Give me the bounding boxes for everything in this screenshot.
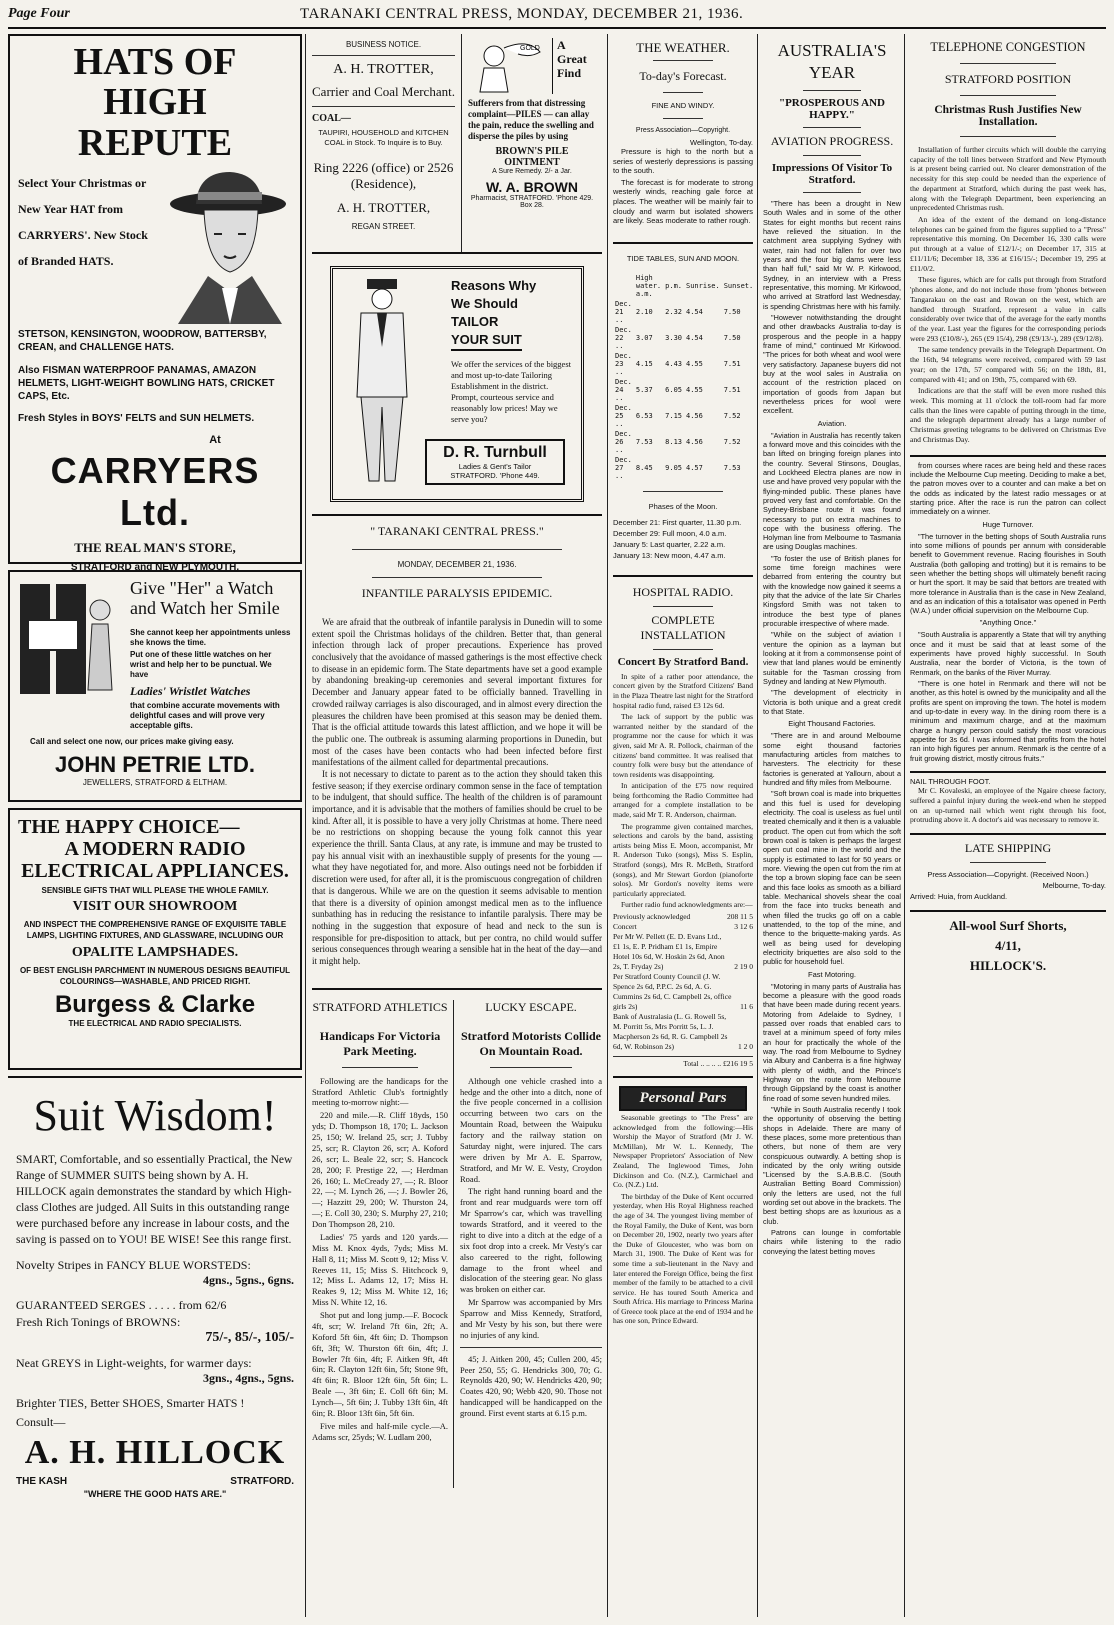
ad-firm-name: D. R. Turnbull <box>443 444 547 461</box>
tide-cell: 2.32 <box>665 307 682 316</box>
ad-headline: REPUTE <box>77 122 233 164</box>
column-telephone <box>910 34 1106 1617</box>
ad-text: GUARANTEED SERGES . . . . . from 62/6 <box>16 1298 227 1312</box>
ad-text: "WHERE THE GOOD HATS ARE." <box>83 1489 227 1499</box>
ad-text: that combine accurate movements with delightful cases and will prove very acceptable gifts. <box>130 701 280 730</box>
tide-row <box>613 299 755 325</box>
article-paragraph: Further radio fund acknowledgments are:— <box>621 900 753 910</box>
article-paragraph: The same tendency prevails in the Telegraph Department. On the 16th, 94 telegrams were received, compared with 59 last year; on the 17th, 57 compared with 56; on the 18th, 81, compared with 41; and on 19th, 75, compared with 69. <box>910 345 1106 384</box>
tide-cell: 9.05 <box>665 463 682 472</box>
fund-total: Total .. .. .. .. £216 19 5 <box>613 1056 753 1068</box>
ad-carryers-hats <box>8 34 302 573</box>
tide-heading: TIDE TABLES, SUN AND MOON. <box>626 253 740 263</box>
weather-heading: THE WEATHER. <box>636 40 730 55</box>
header-rule <box>8 27 1106 29</box>
article-paragraph: Indications are that the staff will be even more rushed this week. This morning at 11 o'clock the toll-room had far more calls than the lines were capable of putting through in the time, and the telegraph department already has a large number of Christmas greeting telegrams to be delivered on Christmas Eve and Christmas Day. <box>910 386 1106 444</box>
article-paragraph: The programme given contained marches, selections and carols by the band, assisting artists being Miss E. Moon, accompanist, Mr R. Anderson Tuko (songs), Miss S. Esplin, Stratford (songs), Mrs R. McBeth, Stratford (songs), and Mr Stewart Gordon (pianoforte solos). Mr Gordon's novelty items were particularly appreciated. <box>613 821 753 898</box>
man-in-hat-illustration <box>158 164 288 324</box>
fund-entry-label: Per Mr W. Pellett (E. D. Evans Ltd., £1 1s, E. P. Pridham £1 1s, Empire Hotel 10s 6d, W. Hoskin 2s 6d, Anon 2s, T. Fryday 2s) <box>613 932 725 971</box>
article-paragraph: "Aviation in Australia has recently taken a forward move and this coincides with the ban lifted on bringing foreign planes into the country. Several Stinsons, Douglas, and Lockheed Electra planes are now in use and have proved very popular with the flying-minded public. These planes have proved very fast and comfortable. On the Sydney-Brisbane route it was found necessary to put on extra machines to cope with the business offering. The Holyman line from Melbourne to Tasmania are using Douglas machines. <box>763 430 901 552</box>
section-heading: Fast Motoring. <box>808 969 856 979</box>
editorial-title: INFANTILE PARALYSIS EPIDEMIC. <box>361 586 553 600</box>
tide-cell: Dec. 23 .. <box>615 351 632 376</box>
article-subheadline: STRATFORD POSITION <box>944 72 1072 86</box>
fund-entry-label: Bank of Australasia (L. G. Rowell 5s, M. Porritt 5s, Mrs Porritt 5s, L. J. Macpherson 2s 6d, R. G. Campbell 2s 6d, W. Robinson 2s) <box>613 1012 728 1051</box>
ad-text: STRATFORD and NEW PLYMOUTH. <box>70 562 240 573</box>
article-paragraph: Five miles and half-mile cycle.—A. Adams scr, 25yds; W. Ludlam 200, <box>312 1420 448 1442</box>
article-paragraph: Shot put and long jump.—F. Bocock 4ft, scr; W. Ireland 7ft 6in, 2ft; A. Koford 5ft 6in, 4ft 6in; D. Thompson 6ft, 3ft; W. Thurston 6ft 6in, 4ft; J. Bowler 7ft 6in, 4ft; F. Aitken 9ft, 4ft 6in; R. Clayton 12ft 6in, 5ft; Stone 9ft, 4ft 6in; R. Bloor 12ft 6in, 5ft 6in; L. Beale —, 3ft 6in; E. Coll 6ft 6in; M. Lynch—, 5ft 6in; J. Tubby 13ft 6in, 4ft 6in; R. Bloor 13ft 6in, 5ft 6in. <box>312 1310 448 1418</box>
tide-row <box>613 351 755 377</box>
column-australia <box>763 34 901 1617</box>
fund-entry <box>613 912 753 922</box>
tide-cell: Dec. 24 .. <box>615 377 632 402</box>
tide-cell: 3.07 <box>635 333 653 342</box>
ad-text: A Sure Remedy. 2/- a Jar. <box>492 168 572 175</box>
forecast-summary: FINE AND WINDY. <box>651 101 715 110</box>
ad-text: 4gns., 5gns., 6gns. <box>202 1273 294 1287</box>
article-paragraph: Following are the handicaps for the Stratford Athletic Club's fortnightly meeting to-morrow night:— <box>312 1075 448 1108</box>
article-paragraph: Ladies' 75 yards and 120 yards.—Miss M. Knox 4yds, 7yds; Miss M. Hall 8, 11; Miss M. Scott 9, 12; Miss V. Reeves 11, 15; Miss S. Hitchcock 9, 12; Miss L. Adams 12, 17; Miss H. Reakes 9, 12; Miss M. White 12, 16; Miss N. White 12, 16. <box>312 1231 448 1308</box>
article-subheadline: COMPLETE INSTALLATION <box>640 612 726 642</box>
tide-cell: 4.55 <box>686 359 703 368</box>
tide-cell: 7.52 <box>723 411 741 420</box>
tide-cell: Dec. 22 .. <box>615 325 632 350</box>
article-headline: AUSTRALIA'S YEAR <box>777 41 887 82</box>
ad-headline: ELECTRICAL APPLIANCES. <box>21 860 289 882</box>
fund-entry-label: Per Stratford County Council (J. W. Spence 2s 6d, P.P.C. 2s 6d, A. G. Cummins 2s 6d, C. Campbell 2s, office girls 2s) <box>613 972 732 1011</box>
article-headline: HOSPITAL RADIO. <box>632 584 734 599</box>
article-paragraph: The right hand running board and the front and rear mudguards were torn off Mr Sparrow's car, which was travelling towards Stratford, and it veered to the right to dive into a ditch at the edge of a six foot drop into a creek. Mr Vesty's car also careered to the right, following damage to the front wheel and dislocation of the steering gear. No glass was broken on either car. <box>460 1186 602 1295</box>
tide-column-header: Sunset. <box>723 281 754 290</box>
fund-list <box>613 912 753 1052</box>
tide-cell: 7.52 <box>723 437 741 446</box>
column-weather-radio <box>613 34 753 1617</box>
article-subheadline: Handicaps For Victoria Park Meeting. <box>319 1028 441 1058</box>
editorial-article <box>312 514 602 968</box>
page-header <box>0 0 1114 30</box>
tide-cell: 4.15 <box>635 359 653 368</box>
tide-row <box>613 377 755 403</box>
article-paragraph: Mr C. Kovaleski, an employee of the Ngaire cheese factory, suffered a painful injury during the week-end when he stepped on an up-turned nail which went right through his foot, protruding above it. A doctor's aid was necessary to remove it. <box>910 786 1106 825</box>
tide-row <box>613 325 755 351</box>
ad-text: Ladies' Wristlet Watches <box>130 684 251 698</box>
ad-text: Ring 2226 (office) or 2526 (Residence), <box>313 160 454 191</box>
article-lucky-escape <box>454 1000 602 1488</box>
ad-text: A. H. TROTTER, <box>333 62 434 77</box>
ad-text: Pharmacist, STRATFORD. 'Phone 429. Box 28. <box>470 195 594 209</box>
ad-text: AND INSPECT THE COMPREHENSIVE RANGE OF EXQUISITE TABLE LAMPS, LIGHTING FIXTURES, AND GLASSWARE, INCLUDING OUR <box>23 920 287 940</box>
ad-trotter <box>312 34 462 252</box>
tide-cell: 4.57 <box>686 463 703 472</box>
tide-cell: 6.05 <box>665 385 682 394</box>
article-paragraph: "However notwithstanding the drought and other drawbacks Australia to-day is prosperous and the people in a happy frame of mind," continued Mr Kirkwood. "The prices for both wheat and wool were very satisfactory. Japanese buyers did not buy at the wool sales in Australia on account of the restriction placed on importation of goods from Japan but nevertheless prices for wool were excellent. <box>763 312 901 416</box>
tide-column-header: High water. a.m. <box>635 273 662 298</box>
fund-entry-label: Previously acknowledged <box>613 912 691 921</box>
section-heading: Eight Thousand Factories. <box>788 719 876 729</box>
tide-cell: 4.54 <box>686 333 703 342</box>
article-paragraph: "The turnover in the betting shops of South Australia runs into some millions of pounds per annum with considerable benefit to Government revenue. Racing flourishes in South Australia (both galloping and trotting) but it is remains to be seen whether the betting shops will ultimately benefit racing or hurt the sport. It may be said that bettors are treated with more tolerance in Australia than is the case in New Zealand, and as an indication of this a totalisator was opened in Perth (W.A.) under official supervision on the Melbourne Cup. <box>910 531 1106 616</box>
tide-cell: 7.50 <box>723 333 741 342</box>
fund-entry <box>613 922 753 932</box>
dateline: Press Association—Copyright. <box>635 127 731 134</box>
tide-row <box>613 455 755 481</box>
ad-text: BROWN'S PILE OINTMENT <box>495 146 569 168</box>
ad-text: New Year HAT from <box>18 202 123 216</box>
ad-text: STETSON, KENSINGTON, WOODROW, BATTERSBY, CREAN, and CHALLENGE HATS. <box>18 329 267 353</box>
masthead: TARANAKI CENTRAL PRESS, MONDAY, DECEMBER 21, 1936. <box>300 6 744 22</box>
ad-text: SENSIBLE GIFTS THAT WILL PLEASE THE WHOLE FAMILY. <box>41 886 269 895</box>
ad-brown-piles <box>462 34 602 252</box>
article-paragraph: "Soft brown coal is made into briquettes and this fuel is used for developing electricity. The coal is useless as fuel until treated chemically and it then is a valuable product. The open cut from which the soft brown coal is taken is perhaps the largest open cut coal mine in the world and the supply is estimated to last for 50 years or more. Viewing the open cut from the rim at the top a brown sloping face can be seen and this face looks as smooth as a billiard table. Mechanical shovels shear the coal from the face into trucks beneath and when filled the trucks go off on a cable unattended, to the top of the mine, and thence to the briquette-making yards. As well as being used for developing electricity briquettes are also sold to the public for household fuel. <box>763 789 901 967</box>
ad-label: GOLD <box>520 45 540 52</box>
prospector-illustration <box>468 38 548 94</box>
ad-text: She cannot keep her appointments unless she knows the time. <box>130 628 291 647</box>
tide-cell: 7.53 <box>723 463 741 472</box>
ad-text: A. H. TROTTER, <box>336 200 431 215</box>
ad-text: COAL— <box>312 113 351 124</box>
article-paragraph: The lack of support by the public was warranted neither by the standard of the programme nor the cause for which it was given, said Mr A. R. Pollock, chairman of the citizens' band committee. It was realised that country folk were busy but the attendance of town residents was disappointing. <box>613 712 753 779</box>
tide-cell: Dec. 26 .. <box>615 429 632 454</box>
article-paragraph: Installation of further circuits which will double the carrying capacity of the toll lines between Stratford and New Plymouth is at present being carried out. No clearer demonstration of the necessity for this step could be needed than the experience of the department at Stratford, which during the past week has, along with the Telegraph Department, been experiencing an unprecedented Christmas rush. <box>910 145 1106 213</box>
fund-entry-amount: 11 6 <box>740 1002 753 1011</box>
article-paragraph: Patrons can lounge in comfortable chairs while listening to the radio conveying the latest betting moves <box>763 1228 901 1256</box>
ad-text: JEWELLERS, STRATFORD & ELTHAM. <box>82 778 228 787</box>
ad-text: THE ELECTRICAL AND RADIO SPECIALISTS. <box>68 1019 242 1028</box>
article-paragraph: "The development of electricity in Victoria is both unique and a great credit to that State. <box>763 688 901 717</box>
ad-text: OPALITE LAMPSHADES. <box>71 945 239 960</box>
fund-entry-amount: 208 11 5 <box>727 912 753 921</box>
column-rule <box>607 34 608 1617</box>
column-rule <box>904 34 905 1617</box>
article-subheadline: Christmas Rush Justifies New Installation. <box>934 104 1082 128</box>
article-paragraph: "Motoring in many parts of Australia has become a pleasure with the good roads that have been made during recent years. Motoring from Adelaide to Sydney, I passed over roads that enabled cars to travel at a minimum speed of forty miles an hour for practically the whole of the way. The road from Melbourne to Sydney via Albury and Canberra is a fine highway with plenty of width, and the Prince's Highway on the route from Melbourne through Gippsland by the coast is another fine road of some seven hundred miles. <box>763 981 901 1103</box>
ad-text: OF BEST ENGLISH PARCHMENT IN NUMEROUS DESIGNS BEAUTIFUL COLOURINGS—WASHABLE, AND PRICED RIGHT. <box>19 966 291 986</box>
newspaper-name: " TARANAKI CENTRAL PRESS." <box>370 524 544 538</box>
ad-john-petrie <box>8 570 302 802</box>
weather-paragraph: Pressure is high to the north but a series of westerly depressions is passing to the south. <box>613 147 753 176</box>
ad-headline: Give "Her" a Watch <box>130 578 274 598</box>
tide-column-header: p.m. <box>665 281 682 290</box>
article-paragraph: from courses where races are being held and these races include the Melbourne Cup meeting. Deciding to make a bet, the patron moves over to a counter and can make a bet on the odds as indicated by the latest radio messages or at starting price. After the race is run the patron can collect immediately on a winner. <box>910 460 1106 517</box>
ad-text: Put one of these little watches on her wrist and help her to be punctual. We have <box>130 650 272 679</box>
article-paragraph: Although one vehicle crashed into a hedge and the other into a ditch, none of the five people concerned in a collision occurring between two cars on the Mountain Road, between the Waipuku factory and the railway station on Saturday night, were injured. The cars were driven by Mr A. E. Sparrow, Stratford, and Mr W. E. Vesty, Croydon Road. <box>460 1075 602 1184</box>
ad-headline: A MODERN RADIO <box>64 838 246 860</box>
page-number: Page Four <box>8 6 70 21</box>
tide-cell: 5.37 <box>635 385 653 394</box>
ad-text: Consult— <box>16 1415 66 1429</box>
article-paragraph: In spite of a rather poor attendance, the concert given by the Stratford Citizens' Band in the Plaza Theatre last night for the Stratford hospital radio fund, raised £3 12s 6d. <box>613 671 753 710</box>
article-paragraph: Mr Sparrow was accompanied by Mrs Sparrow and Miss Kennedy, Stratford, and Mr Vesty by his son, but there were no injuries of any kind. <box>460 1297 602 1340</box>
column-advertisements <box>8 34 302 1617</box>
ad-text: VISIT OUR SHOWROOM <box>72 899 238 914</box>
article-athletics <box>312 1000 454 1488</box>
tide-cell: 7.53 <box>635 437 653 446</box>
article-subheadline: AVIATION PROGRESS. <box>770 134 894 148</box>
dateline: Wellington, To-day. <box>690 138 753 147</box>
tide-cell: 4.56 <box>686 411 703 420</box>
ad-turnbull-tailor <box>330 266 584 502</box>
article-headline: NAIL THROUGH FOOT. <box>910 777 991 787</box>
personal-pars <box>613 1076 753 1326</box>
ad-headline: TAILOR <box>451 314 499 329</box>
ad-text: TAUPIRI, HOUSEHOLD and KITCHEN COAL in Stock. To Inquire is to Buy. <box>318 128 449 147</box>
weather-paragraph: The forecast is for moderate to strong westerly winds, reaching gale force at places. The weather will be mainly fair to cloudy and warm but isolated showers are likely. Seas moderate to rather rough. <box>613 177 753 226</box>
tide-cell: 7.51 <box>723 359 741 368</box>
ad-headline: Suit Wisdom! <box>33 1091 277 1140</box>
tide-cell: 4.43 <box>665 359 682 368</box>
ad-headline: YOUR SUIT <box>451 331 522 351</box>
ad-text: Call and select one now, our prices make giving easy. <box>30 737 234 746</box>
fund-entry <box>613 1012 753 1052</box>
article-headline: TELEPHONE CONGESTION <box>930 40 1086 54</box>
ad-text: We offer the services of the biggest and most up-to-date Tailoring Establishment in the district. Prompt, courteous service and reasonably low prices! May we serve you? <box>451 359 572 424</box>
ad-text: STRATFORD. <box>230 1476 294 1487</box>
fund-entry-amount: 3 12 6 <box>734 922 753 931</box>
article-paragraph: "To foster the use of British planes for some time foreign machines were debarred from entering the country but with the knowledge now gained it seems a pity that the advice of the late Sir Charles Kingsford Smith was not taken to introduce the best type of planes procurable irrespective of where made. <box>763 553 901 629</box>
shipping-line: Melbourne, To-day. <box>1042 880 1106 890</box>
article-paragraph: "While on the subject of aviation I venture the opinion as a layman but looking at it from a commonsense point of view that land planes would be eminently suitable for the Tasman crossing from Sydney and landing at New Plymouth. <box>763 630 901 687</box>
ad-firm-name: Burgess & Clarke <box>54 991 256 1018</box>
ad-text: Neat GREYS in Light-weights, for warmer days: <box>16 1356 252 1370</box>
ad-headline: and Watch her Smile <box>130 598 280 618</box>
watch-illustration <box>16 580 116 710</box>
tide-cell: 7.50 <box>723 307 741 316</box>
tide-cell: Dec. 21 .. <box>615 299 632 324</box>
ad-text: Carrier and Coal Merchant. <box>312 84 455 99</box>
ad-text: At <box>209 434 221 446</box>
ad-text: 75/-, 85/-, 105/- <box>205 1330 294 1345</box>
tailored-man-illustration <box>347 277 417 487</box>
ad-headline: HATS OF HIGH <box>73 41 237 123</box>
tide-cell: Dec. 27 .. <box>615 455 632 480</box>
ad-text: Sufferers from that distressing complaint—PILES — can allay the pain, reduce the swelling and disperse the piles by using <box>468 98 594 141</box>
tide-cell: 8.13 <box>665 437 682 446</box>
weather-subheading: To-day's Forecast. <box>639 69 727 83</box>
ad-text: of Branded HATS. <box>18 254 114 268</box>
editorial-paragraph: We are afraid that the outbreak of infantile paralysis in Dunedin will to some extent spoil the Christmas holidays of the children. Better that, than general infection through lack of proper precautions. Experience has proved conclusively that the avoidance of massed gatherings is the most effective check to disease in an epidemic form. The State departments have set a good example by abandoning breaking-up ceremonies and several important fixtures for December and January appear fated to be officially banned. Travelling in crowded railway carriages is also discouraged, and in almost every direction the pleasures the children have been promised at this season may be denied them. That is the official attitude towards this latest affliction, and we hope it will be the public one. The outbreak is assuming alarming proportions in Dunedin, but most of the cases have been contacts who had been infected before first manifestations of the ailment called for departmental precautions. <box>312 617 602 768</box>
ad-headline: A Great Find <box>552 38 596 94</box>
article-subheadline: Impressions Of Visitor To Stratford. <box>771 162 893 186</box>
article-paragraph: The birthday of the Duke of Kent occurred yesterday, when His Royal Highness reached the age of 34. The youngest living member of the Royal Family, the Duke of Kent, was born on December 20, 1902, nearly two years after the Duke of Gloucester, who was born on March 31, 1900. The Duke of Kent was for some time a sub-lieutenant in the Navy and later entered the Foreign Office, being the first member of the family to be attached to a civil service. He has toured South America and South Africa. His marriage to Princess Marina of Greece took place at the end of 1934 and he has one son, Prince Edward. <box>613 1191 753 1326</box>
tide-cell: 4.55 <box>686 385 703 394</box>
article-paragraph: "South Australia is apparently a State that will try anything once and it must be said that at least some of the experiments have proved highly successful. In South Australia, near the border of Victoria, is the town of Renmark, on the banks of the River Murray. <box>910 630 1106 677</box>
fund-entry-label: Concert <box>613 922 637 931</box>
tide-row <box>613 429 755 455</box>
article-paragraph: Seasonable greetings to "The Press" are acknowledged from the following:—His Worship the Mayor of Stratford (Mr J. W. McMillan), Mr W. L. Kennedy, The Newspaper Proprietors' Association of New Zealand, The Inglewood Times, John Dickinson and Co. (N.Z.), Carmichael and Co. (N.Z.) Ltd. <box>613 1113 753 1190</box>
article-headline: STRATFORD ATHLETICS <box>312 999 448 1014</box>
ad-text: SMART, Comfortable, and so essentially Practical, the New Range of SUMMER SUITS being shown by A. H. HILLOCK again demonstrates the standard by which High-class Clothes are judged. All Suits in this outstanding range were purchased before any increase in labour costs, and the saving is passed on to YOU! BE WISE! See this range first. <box>16 1154 293 1246</box>
article-subheadline: "PROSPEROUS AND HAPPY." <box>778 97 886 121</box>
column-rule <box>305 34 306 1617</box>
article-paragraph: In anticipation of the £75 now required being forthcoming the Radio Committee had arranged for a complete installation to be made, said Mr T. R. Anderson, chairman. <box>613 781 753 820</box>
article-paragraph: An idea of the extent of the demand on long-distance telephones can be gained from the figures supplied to a "Press" representative this morning. On December 16, 330 calls were put through at a value of £12/1/-; on December 17, 315 at £11/11/6; December 18, 336 at £16/15/-; December 19, 295 at £11/0/2. <box>910 215 1106 273</box>
article-paragraph: "There is one hotel in Renmark and there will not be another, as this hotel is owned by the municipality and all the profits are spent on improving the town. The hotel is modern and up-to-date in every way. In the dining room there is a minimum and maximum charge, and at the maximum charge a hungry person could satisfy the most voracious appetite for 3s 6d. I was informed that profits from the hotel ran into high figures per annum. Renmark is the centre of a fruit growing district, mostly citrous fruits." <box>910 679 1106 763</box>
ad-firm-name: CARRYERS Ltd. <box>50 450 260 533</box>
ad-hillock-suits <box>8 1076 302 1608</box>
section-heading: "Anything Once." <box>979 618 1037 628</box>
tide-cell: 2.10 <box>635 307 653 316</box>
ad-text: Fresh Styles in BOYS' FELTS and SUN HELMETS. <box>18 413 255 424</box>
ad-firm-name: W. A. BROWN <box>485 179 579 195</box>
ad-text: 4/11, <box>995 937 1021 953</box>
ad-text: HILLOCK'S. <box>969 957 1047 973</box>
ad-firm-name: A. H. HILLOCK <box>24 1434 286 1471</box>
article-hospital-radio <box>613 575 753 1068</box>
moon-phase: January 5: Last quarter, 2.22 a.m. <box>613 539 726 549</box>
tide-cell: 7.15 <box>665 411 682 420</box>
tide-cell: 8.45 <box>635 463 653 472</box>
tide-cell: 4.54 <box>686 307 703 316</box>
fund-entry-amount: 1 2 0 <box>738 1042 753 1051</box>
tide-column-header: Sunrise. <box>686 281 720 290</box>
tide-column-header <box>613 273 634 299</box>
article-headline: LUCKY ESCAPE. <box>485 999 577 1014</box>
shipping-line: Press Association—Copyright. (Received Noon.) <box>927 869 1089 879</box>
ad-text: Also FISMAN WATERPROOF PANAMAS, AMAZON HELMETS, LIGHT-WEIGHT BOWLING HATS, CRICKET CAPS, Etc. <box>18 365 275 402</box>
ad-text: Ladies & Gent's Tailor <box>458 462 532 471</box>
article-subheadline: Concert By Stratford Band. <box>617 655 749 668</box>
article-paragraph: "There are in and around Melbourne some eight thousand factories manufacturing articles from matches to harvesters. The electricity for these factories is generated at Yallourn, about a hundred and fifty miles from Melbourne. <box>763 731 901 788</box>
ad-text: CARRYERS'. New Stock <box>18 228 148 242</box>
section-heading: Aviation. <box>817 418 847 428</box>
fund-entry <box>613 972 753 1012</box>
ad-headline: Reasons Why <box>451 278 537 293</box>
column-editorial <box>312 34 602 1617</box>
tide-cell: 7.51 <box>723 385 741 394</box>
ad-headline: THE HAPPY CHOICE— <box>18 816 240 838</box>
article-paragraph: 45; J. Aitken 200, 45; Cullen 200, 45; Peer 250, 55; G. Hendricks 300, 70; G. Reynolds 420, 90; W. Hendricks 420, 90; Coates 420, 90; Webb 420, 90. Those not handicapped will be handicapped on the ground. First event starts at 6.15 p.m. <box>460 1353 602 1418</box>
ad-text: REGAN STREET. <box>351 222 416 231</box>
tide-tables <box>613 242 753 561</box>
column-rule <box>757 34 758 1617</box>
ad-text: All-wool Surf Shorts, <box>949 917 1067 933</box>
moon-phase: December 21: First quarter, 11.30 p.m. <box>613 517 742 527</box>
article-paragraph: These figures, which are for calls put through from Stratford 'phones alone, and do not include those from 'phones between Tangarakau on the east and Rowan on the west, which are handled through Stratford, represent a value in calls considerably over twice that of the average for the early months of the year. Last year the figures for the corresponding periods were 293 (£10/8/-), 265 (£9 15/4), 298 (£9/13/-), 289 (£9/12/8). <box>910 275 1106 343</box>
ad-text: 3gns., 4gns., 5gns. <box>202 1371 294 1385</box>
fund-entry <box>613 932 753 972</box>
moon-phase: January 13: New moon, 4.47 a.m. <box>613 550 726 560</box>
ad-text: THE REAL MAN'S STORE, <box>74 540 236 555</box>
article-paragraph: "While in South Australia recently I took the opportunity of observing the betting shops in Adelaide. There are many of these places, some more pretentious than others, but none of them are very conspicuous outwardly. A betting shop is indicated by the only writing outside "Licensed by the S.A.B.B.C. (South Australian Betting Board Commission) only the letters are used, not the full wording set out above in the brackets. The best betting shops are as luxurious as a club. <box>763 1104 901 1226</box>
personal-pars-banner: Personal Pars <box>619 1086 747 1111</box>
tide-row <box>613 403 755 429</box>
ad-burgess-clarke <box>8 808 302 1070</box>
ad-text: STRATFORD. 'Phone 449. <box>450 471 540 480</box>
fund-entry-amount: 2 19 0 <box>734 962 753 971</box>
ad-text: Brighter TIES, Better SHOES, Smarter HATS ! <box>16 1396 245 1410</box>
ad-firm-name: JOHN PETRIE LTD. <box>54 752 256 777</box>
article-headline: LATE SHIPPING <box>964 840 1052 855</box>
editorial-date: MONDAY, DECEMBER 21, 1936. <box>397 560 517 569</box>
moon-heading: Phases of the Moon. <box>648 501 718 511</box>
ad-text: Select Your Christmas or <box>18 176 147 190</box>
tide-cell: 4.56 <box>686 437 703 446</box>
ad-text: BUSINESS NOTICE. <box>345 40 422 49</box>
tide-cell: 3.30 <box>665 333 682 342</box>
ad-text: THE KASH <box>16 1476 68 1487</box>
ad-headline: We Should <box>451 296 518 311</box>
article-subheadline: Stratford Motorists Collide On Mountain Road. <box>461 1028 601 1058</box>
ad-text: Novelty Stripes in FANCY BLUE WORSTEDS: <box>16 1258 251 1272</box>
section-heading: Huge Turnover. <box>982 519 1034 529</box>
ad-text: Fresh Rich Tonings of BROWNS: <box>16 1315 181 1329</box>
article-paragraph: 220 and mile.—R. Cliff 18yds, 150 yds; D. Thompson 18, 170; L. Jackson 25, 150; W. Ireland 25, scr; J. Tubby 25, scr; R. Clayton 26, scr; A. Koford 26, scr; L. Beale 22, scr; S. Hancock 28, 200; F. Prestige 22, —; Herdman 26, 160; L. McCready 27, —; R. Bloor 22, —; M. Lynch 26, —; J. Bowler 26, —; Hazzitt 29, 200; W. Thurston 24, —; E. Coll 30, 230; S. Murphy 27, 210; Don Thompson 28, 210. <box>312 1110 448 1229</box>
shipping-line: Arrived: Huia, from Auckland. <box>910 891 1008 901</box>
editorial-paragraph: It is not necessary to dictate to parent as to the action they should taken this festive season; if they exercise ordinary common sense in the face of temptation to be indulgent, that should suffice. The health of the children is of paramount importance, and it is advisable that the mothers of families should be cruel to be kind. After all, it is possible to have a very jolly Christmas at home. There need be no restrictions on shopping because the young folk cannot this year experience the thrill. Santa Claus, at any rate, is immune and may be trusted to pay his annual visit with an inexhaustible supply of presents for the young —what they have negotiated for, and more. Also outings need not be forbidden if discretion were used, for after all, it is the promiscuous congregation of children that is dangerous. While we are on the question it seems advisable to mention that there is a diversity of opinion amongst medical men as to the influence sunbathing has in reducing the resistance to infantile paralysis. There may be nothing in the suggestion that exposure of head and neck to the sun is responsible for pre-disposition to attack, but per contra, no child would suffer serious consequences through wearing a sensible hat in the heat of the day—and it might help. <box>312 768 602 966</box>
ad-hillock-shorts <box>910 918 1106 974</box>
article-paragraph: "There has been a drought in New South Wales and in some of the other States for eight months but recent rains have relieved the situation. In the catchment area supplying Sydney with water, rain had not fallen for over two years and the four big dams were less than half full," said Mr W. P. Kirkwood, Sydney, in an interview with a Press representative, this morning. Mr Kirkwood, who arrived at Stratford last Wednesday, is spending Christmas here with his family. <box>763 199 901 311</box>
tide-cell: Dec. 25 .. <box>615 403 632 428</box>
tide-cell: 6.53 <box>635 411 653 420</box>
moon-phase: December 29: Full moon, 4.0 a.m. <box>613 528 727 538</box>
tide-table <box>613 273 755 481</box>
